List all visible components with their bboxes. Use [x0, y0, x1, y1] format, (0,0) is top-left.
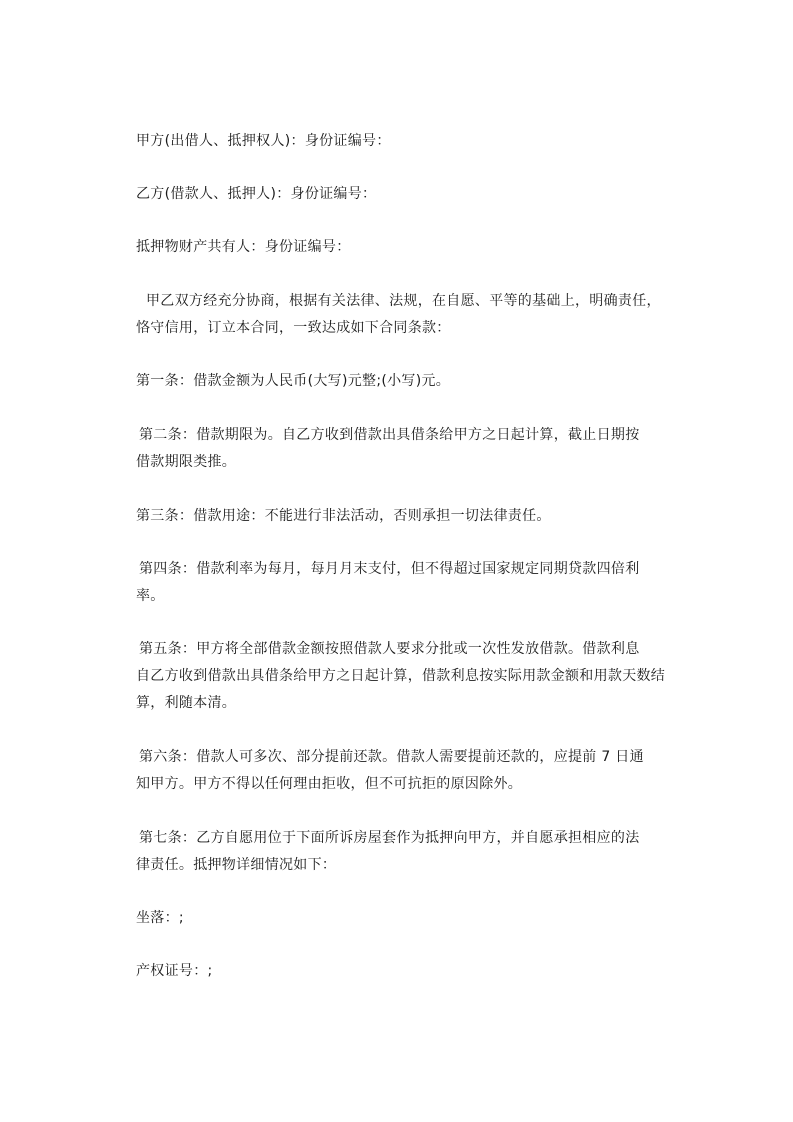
article-7-line-1: 第七条：乙方自愿用位于下面所诉房屋套作为抵押向甲方，并自愿承担相应的法 [139, 830, 640, 846]
article-2-line-2: 借款期限类推。 [136, 454, 237, 470]
article-5-line-2: 自乙方收到借款出具借条给甲方之日起计算，借款利息按实际用款金额和用款天数结 [136, 668, 666, 684]
co-owner-line [136, 234, 716, 261]
article-2-line-1: 第二条：借款期限为。自乙方收到借款出具借条给甲方之日起计算，截止日期按 [139, 427, 640, 443]
collateral-cert-no [136, 958, 716, 985]
preamble-line-1: 甲乙双方经充分协商，根据有关法律、法规，在自愿、平等的基础上，明确责任， [146, 293, 661, 309]
party-a-line [136, 128, 716, 155]
article-7-line-2: 律责任。抵押物详细情况如下： [136, 857, 337, 873]
article-6-line-1: 第六条：借款人可多次、部分提前还款。借款人需要提前还款的，应提前 7 日通 [139, 749, 644, 765]
collateral-cert-no-text: 产权证号：; [136, 963, 213, 979]
preamble-line-2: 恪守信用，订立本合同，一致达成如下合同条款： [136, 320, 451, 336]
article-4-line-1: 第四条：借款利率为每月，每月月末支付，但不得超过国家规定同期贷款四倍利 [139, 561, 640, 577]
article-6-line-2: 知甲方。甲方不得以任何理由拒收，但不可抗拒的原因除外。 [136, 776, 523, 792]
co-owner-text: 抵押物财产共有人：身份证编号： [136, 239, 351, 255]
article-1-line-1: 第一条：借款金额为人民币(大写)元整;(小写)元。 [136, 373, 451, 389]
collateral-location-text: 坐落：; [136, 910, 184, 926]
article-3-line-1: 第三条：借款用途：不能进行非法活动，否则承担一切法律责任。 [136, 508, 551, 524]
article-7 [136, 825, 719, 879]
preamble-paragraph [136, 288, 726, 342]
party-b-text: 乙方(借款人、抵押人)：身份证编号： [136, 186, 377, 202]
party-a-text: 甲方(出借人、抵押权人)：身份证编号： [136, 133, 391, 149]
article-1 [136, 368, 716, 395]
article-5-line-3: 算，利随本清。 [136, 695, 237, 711]
article-4 [136, 556, 719, 610]
collateral-location [136, 905, 716, 932]
article-6 [136, 744, 719, 798]
article-3 [136, 503, 716, 530]
article-5-line-1: 第五条：甲方将全部借款金额按照借款人要求分批或一次性发放借款。借款利息 [139, 641, 640, 657]
article-4-line-2: 率。 [136, 588, 165, 604]
article-5 [136, 636, 719, 717]
article-2 [136, 422, 719, 476]
party-b-line [136, 181, 716, 208]
